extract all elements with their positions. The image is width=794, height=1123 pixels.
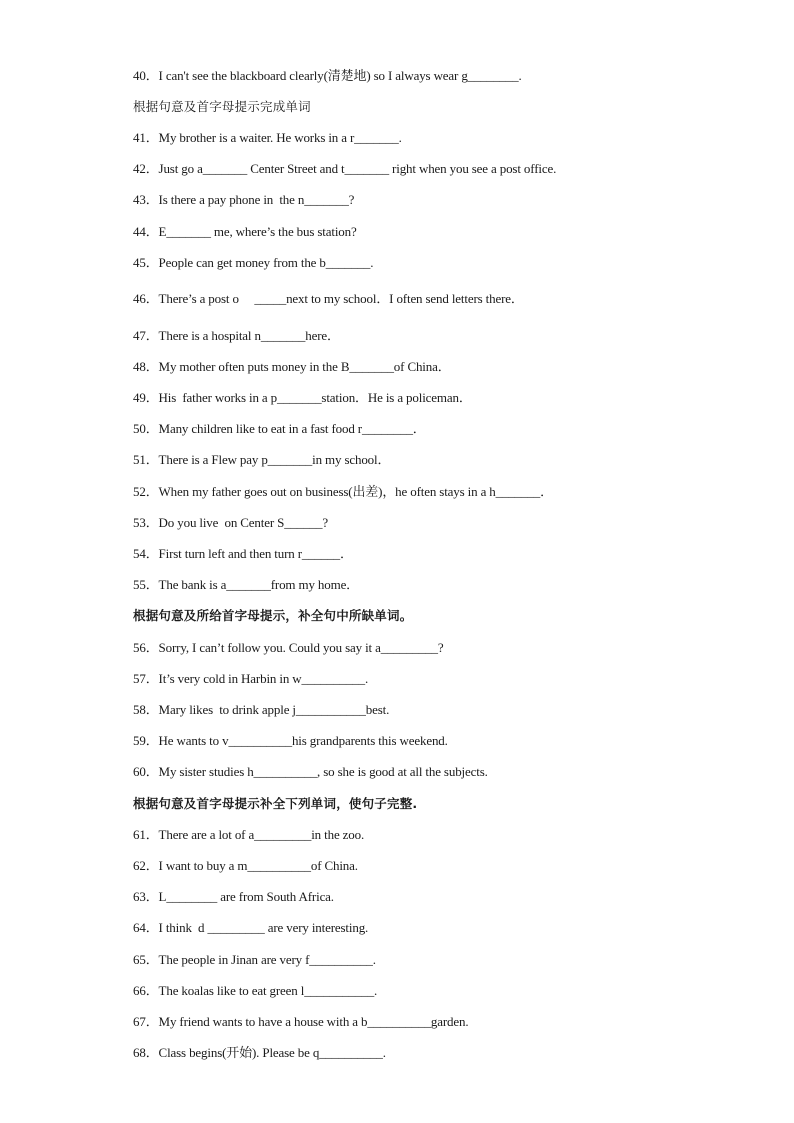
question-49: 49．His father works in a p_______station．He is a policeman． — [133, 390, 472, 405]
question-67: 67．My friend wants to have a house with a b__________garden. — [133, 1014, 469, 1029]
question-57: 57．It’s very cold in Harbin in w__________. — [133, 671, 369, 686]
question-53: 53．Do you live on Center S______? — [133, 515, 328, 530]
question-42: 42．Just go a_______ Center Street and t_______ right when you see a post office. — [133, 161, 557, 176]
question-54: 54．First turn left and then turn r______． — [133, 546, 353, 561]
question-48: 48．My mother often puts money in the B_______of China． — [133, 359, 451, 374]
question-56: 56．Sorry, I can’t follow you. Could you say it a_________? — [133, 640, 444, 655]
question-46: 46．There’s a post o _____next to my school．I often send letters there． — [133, 291, 524, 306]
question-63: 63．L________ are from South Africa. — [133, 889, 334, 904]
question-43: 43．Is there a pay phone in the n_______? — [133, 192, 355, 207]
question-60: 60．My sister studies h__________, so she is good at all the subjects. — [133, 764, 488, 779]
question-47: 47．There is a hospital n_______here． — [133, 328, 340, 343]
question-66: 66．The koalas like to eat green l___________. — [133, 983, 378, 998]
question-40: 40．I can't see the blackboard clearly(清楚地) so I always wear g________. — [133, 68, 522, 83]
question-64: 64．I think d _________ are very interesting. — [133, 920, 369, 935]
question-59: 59．He wants to v__________his grandparents this weekend. — [133, 733, 448, 748]
question-61: 61．There are a lot of a_________in the zoo. — [133, 827, 365, 842]
question-51: 51．There is a Flew pay p_______in my school． — [133, 452, 391, 467]
question-44: 44．E_______ me, where’s the bus station? — [133, 224, 357, 239]
question-50: 50．Many children like to eat in a fast food r________． — [133, 421, 426, 436]
question-41: 41．My brother is a waiter. He works in a r_______. — [133, 130, 402, 145]
question-58: 58．Mary likes to drink apple j___________best. — [133, 702, 390, 717]
question-52: 52．When my father goes out on business(出差)，he often stays in a h_______． — [133, 484, 553, 499]
question-68: 68．Class begins(开始). Please be q__________. — [133, 1045, 386, 1060]
question-65: 65．The people in Jinan are very f__________. — [133, 952, 376, 967]
section-heading-3: 根据句意及首字母提示补全下列单词，使句子完整. — [133, 796, 418, 811]
section-heading-1: 根据句意及首字母提示完成单词 — [133, 99, 311, 114]
question-55: 55．The bank is a_______from my home． — [133, 577, 360, 592]
question-62: 62．I want to buy a m__________of China. — [133, 858, 358, 873]
question-45: 45．People can get money from the b_______. — [133, 255, 374, 270]
section-heading-2: 根据句意及所给首字母提示，补全句中所缺单词。 — [133, 608, 413, 623]
